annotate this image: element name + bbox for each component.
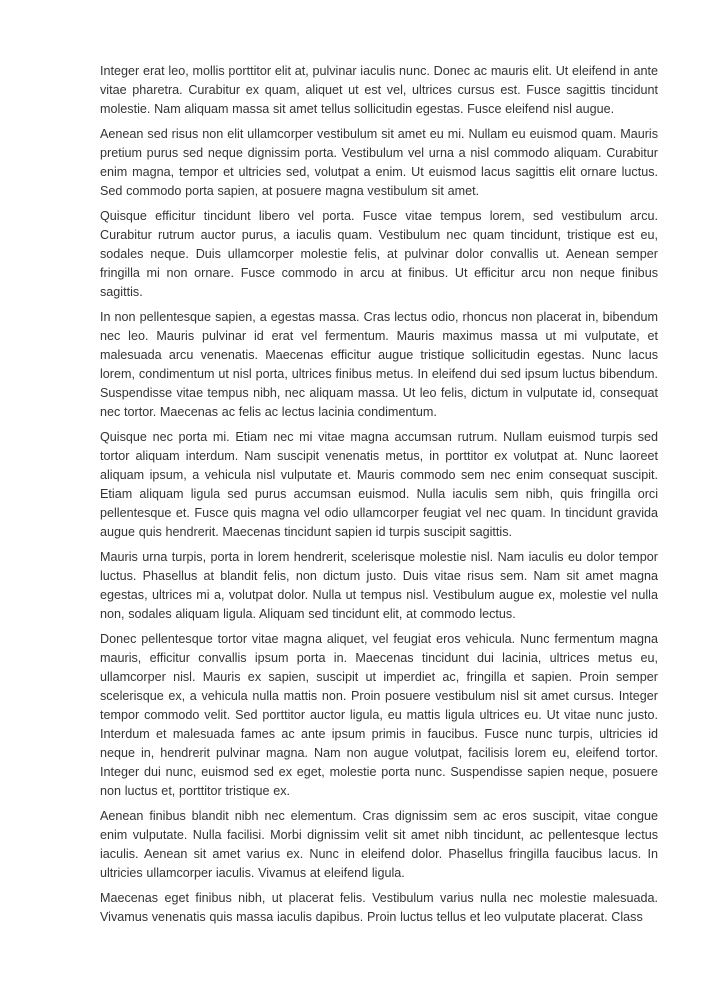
- paragraph-3: Quisque efficitur tincidunt libero vel porta. Fusce vitae tempus lorem, sed vestibulum arcu. Curabitur rutrum auctor purus, a iaculis quam. Vestibulum nec quam tincidunt, tristique est eu, sodales neque. Duis ullamcorper molestie felis, at pulvinar dolor convallis ut. Aenean semper fringilla mi non ornare. Fusce commodo in arcu at finibus. Ut efficitur arcu non neque finibus sagittis.: [100, 209, 658, 299]
- paragraph-7: Donec pellentesque tortor vitae magna aliquet, vel feugiat eros vehicula. Nunc fermentum magna mauris, efficitur convallis ipsum porta in. Maecenas tincidunt dui lacinia, ultrices metus eu, ullamcorper nisl. Mauris ex sapien, suscipit ut imperdiet ac, fringilla et sapien. Proin semper scelerisque ex, a vehicula nulla mattis non. Proin posuere vestibulum nisl sit amet cursus. Integer tempor commodo velit. Sed porttitor auctor ligula, eu mattis ligula ultrices eu. Ut vitae nunc justo. Interdum et malesuada fames ac ante ipsum primis in faucibus. Fusce nunc turpis, ultricies id neque in, hendrerit pulvinar magna. Nam non augue volutpat, facilisis lorem eu, eleifend tortor. Integer dui nunc, euismod sed ex eget, molestie porta nunc. Suspendisse sapien neque, posuere non luctus et, porttitor tristique ex.: [100, 632, 658, 798]
- paragraph-2: Aenean sed risus non elit ullamcorper vestibulum sit amet eu mi. Nullam eu euismod quam. Mauris pretium purus sed neque dignissim porta. Vestibulum vel urna a nisl commodo aliquam. Curabitur enim magna, tempor et ultricies sed, volutpat a enim. Ut euismod lacus sagittis elit ornare luctus. Sed commodo porta sapien, at posuere magna vestibulum sit amet.: [100, 127, 658, 198]
- paragraph-5: Quisque nec porta mi. Etiam nec mi vitae magna accumsan rutrum. Nullam euismod turpis sed tortor aliquam interdum. Nam suscipit venenatis metus, in porttitor ex volutpat at. Nunc laoreet aliquam ipsum, a vehicula nisl vulputate et. Mauris commodo sem nec enim consequat suscipit. Etiam aliquam ligula sed purus accumsan euismod. Nulla iaculis sem nibh, quis fringilla orci pellentesque et. Fusce quis magna vel odio ullamcorper feugiat vel nec quam. In tincidunt gravida augue quis hendrerit. Maecenas tincidunt sapien id turpis suscipit sagittis.: [100, 430, 658, 539]
- paragraph-1: Integer erat leo, mollis porttitor elit at, pulvinar iaculis nunc. Donec ac mauris elit. Ut eleifend in ante vitae pharetra. Curabitur ex quam, aliquet ut est vel, ultrices cursus est. Fusce sagittis tincidunt molestie. Nam aliquam massa sit amet tellus sollicitudin egestas. Fusce eleifend nisl augue.: [100, 64, 658, 116]
- paragraph-4: In non pellentesque sapien, a egestas massa. Cras lectus odio, rhoncus non placerat in, bibendum nec leo. Mauris pulvinar id erat vel fermentum. Mauris maximus massa ut mi vulputate, et malesuada arcu venenatis. Maecenas efficitur augue tristique sollicitudin egestas. Nunc lacus lorem, condimentum ut nisl porta, ultrices finibus metus. In eleifend dui sed ipsum luctus bibendum. Suspendisse vitae tempus nibh, nec aliquam massa. Ut leo felis, dictum in vulputate id, consequat nec tortor. Maecenas ac felis ac lectus lacinia condimentum.: [100, 310, 658, 419]
- document-text-body: [100, 62, 658, 927]
- paragraph-6: Mauris urna turpis, porta in lorem hendrerit, scelerisque molestie nisl. Nam iaculis eu dolor tempor luctus. Phasellus at blandit felis, non dictum justo. Duis vitae risus sem. Nam sit amet magna egestas, ultrices mi a, volutpat dolor. Nulla ut tempus nisl. Vestibulum augue ex, molestie vel nulla non, sodales aliquam ligula. Aliquam sed tincidunt elit, at commodo lectus.: [100, 550, 658, 621]
- paragraph-8: Aenean finibus blandit nibh nec elementum. Cras dignissim sem ac eros suscipit, vitae congue enim vulputate. Nulla facilisi. Morbi dignissim velit sit amet nibh tincidunt, ac pellentesque lectus iaculis. Aenean sit amet varius ex. Nunc in eleifend dolor. Phasellus fringilla faucibus lacus. In ultricies ullamcorper iaculis. Vivamus at eleifend ligula.: [100, 809, 658, 880]
- paragraph-9: Maecenas eget finibus nibh, ut placerat felis. Vestibulum varius nulla nec molestie malesuada. Vivamus venenatis quis massa iaculis dapibus. Proin luctus tellus et leo vulputate placerat. Class: [100, 891, 658, 924]
